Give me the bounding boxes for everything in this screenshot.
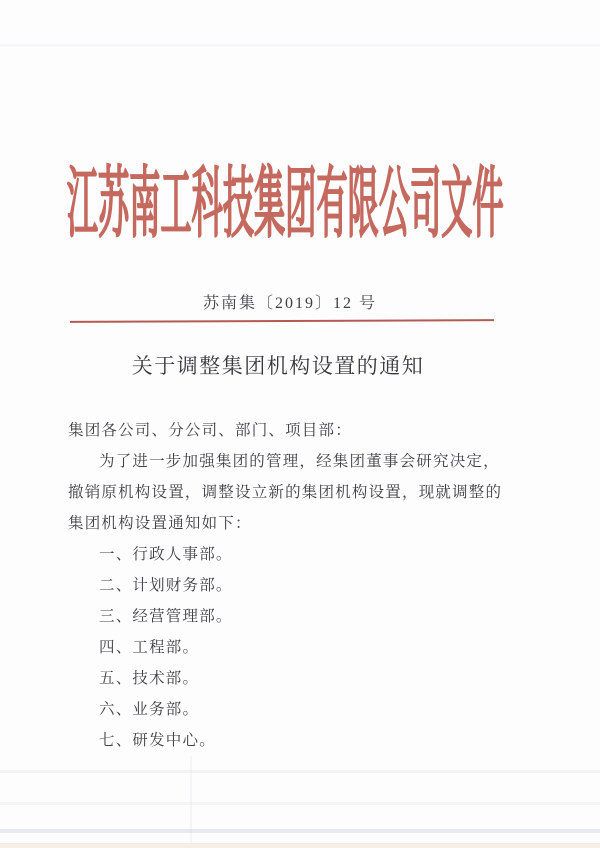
paragraph-line: 集团机构设置通知如下： xyxy=(68,515,252,532)
department-list-item: 五、技术部。 xyxy=(99,670,200,687)
paragraph-line: 为了进一步加强集团的管理，经集团董事会研究决定， xyxy=(99,453,500,470)
letterhead-title: 江苏南工科技集团有限公司文件 xyxy=(66,160,504,247)
department-list-item: 二、计划财务部。 xyxy=(99,577,233,594)
scan-artifact xyxy=(0,802,600,805)
department-list-item: 三、经营管理部。 xyxy=(99,608,233,625)
scan-artifact xyxy=(0,829,600,833)
scan-artifact xyxy=(190,756,192,844)
body-paragraph xyxy=(68,446,534,539)
document-title: 关于调整集团机构设置的通知 xyxy=(131,354,425,378)
scan-artifact xyxy=(0,770,600,773)
paragraph-line: 撤销原机构设置，调整设立新的集团机构设置，现就调整的 xyxy=(68,484,503,501)
department-list-item: 七、研发中心。 xyxy=(99,732,216,749)
red-separator-line xyxy=(70,319,494,323)
document-number: 苏南集〔2019〕12 号 xyxy=(202,295,377,312)
department-list-item: 一、行政人事部。 xyxy=(99,546,233,563)
scan-artifact xyxy=(0,44,600,47)
salutation: 集团各公司、分公司、部门、项目部： xyxy=(68,422,352,439)
department-list-item: 六、业务部。 xyxy=(99,701,200,718)
department-list-item: 四、工程部。 xyxy=(99,639,200,656)
document-body xyxy=(68,415,534,756)
scan-artifact xyxy=(0,843,600,848)
department-list xyxy=(68,539,534,756)
